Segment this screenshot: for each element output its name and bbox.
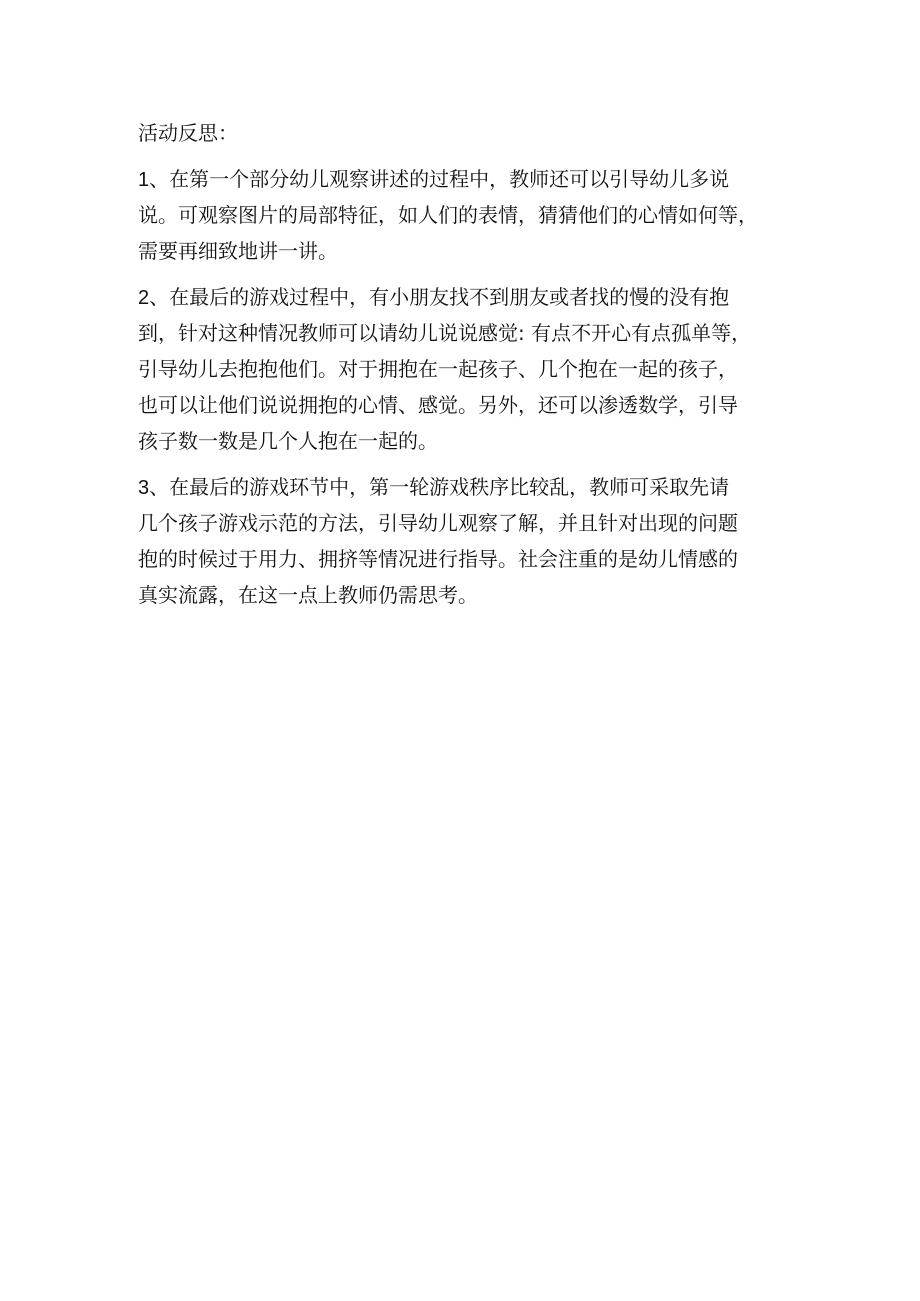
reflection-item-3 — [138, 469, 798, 613]
item-number: 1 — [138, 169, 150, 191]
reflection-item-2 — [138, 279, 798, 459]
paragraph-line: 真实流露，在这一点上教师仍需思考。 — [138, 583, 478, 607]
paragraph-line: 孩子数一数是几个人抱在一起的。 — [138, 429, 438, 453]
paragraph-line — [138, 469, 798, 505]
reflection-item-1 — [138, 161, 798, 269]
paragraph-line: 说。可观察图片的局部特征，如人们的表情，猜猜他们的心情如何等， — [138, 203, 758, 227]
line-text: 、在最后的游戏过程中，有小朋友找不到朋友或者找的慢的没有抱 — [149, 285, 730, 309]
document-body — [138, 115, 798, 613]
paragraph-line: 抱的时候过于用力、拥挤等情况进行指导。社会注重的是幼儿情感的 — [138, 547, 738, 571]
line-text: 、在最后的游戏环节中，第一轮游戏秩序比较乱，教师可采取先请 — [149, 475, 730, 499]
section-heading: 活动反思： — [138, 121, 238, 145]
paragraph-line — [138, 279, 798, 315]
item-number: 3 — [138, 477, 150, 499]
paragraph-line: 几个孩子游戏示范的方法，引导幼儿观察了解，并且针对出现的问题 — [138, 511, 738, 535]
item-number: 2 — [138, 287, 150, 309]
paragraph-line: 也可以让他们说说拥抱的心情、感觉。另外，还可以渗透数学，引导 — [138, 393, 738, 417]
line-text: 、在第一个部分幼儿观察讲述的过程中，教师还可以引导幼儿多说 — [149, 167, 730, 191]
paragraph-line: 到，针对这种情况教师可以请幼儿说说感觉: 有点不开心有点孤单等， — [138, 321, 752, 345]
paragraph-line: 需要再细致地讲一讲。 — [138, 239, 338, 263]
paragraph-line — [138, 161, 798, 197]
paragraph-line: 引导幼儿去抱抱他们。对于拥抱在一起孩子、几个抱在一起的孩子， — [138, 357, 738, 381]
